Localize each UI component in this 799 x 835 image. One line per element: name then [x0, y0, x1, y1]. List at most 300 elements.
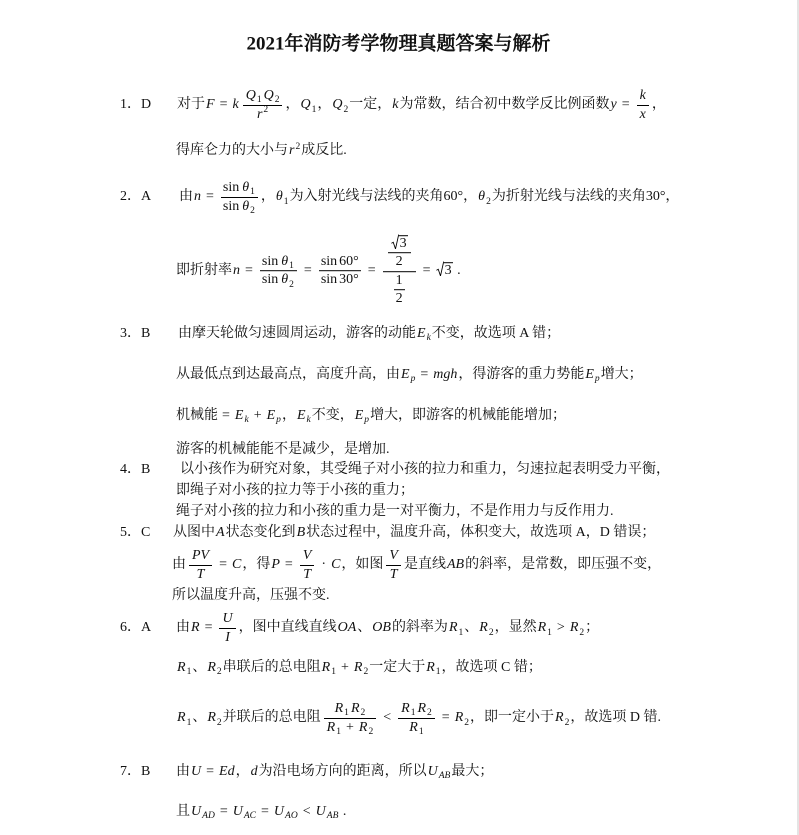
math-function: sin	[320, 254, 338, 269]
text-run: 最大；	[451, 763, 494, 779]
variable-symbol: R	[177, 710, 186, 726]
fraction	[219, 610, 235, 646]
variable-symbol: R	[326, 719, 336, 735]
page-title: 2021年消防考学物理真题答案与解析	[246, 33, 551, 55]
fraction-numerator	[300, 547, 315, 566]
text-run: ，故选项 C 错；	[441, 659, 542, 675]
fraction-numerator	[221, 179, 258, 198]
math-function: sin	[222, 198, 240, 214]
variable-subscript: 1	[186, 717, 192, 728]
math-variable	[334, 701, 349, 719]
text-run: ，显然	[494, 620, 537, 636]
variable-symbol: V	[302, 548, 312, 563]
math-operator: =	[204, 620, 213, 636]
fraction-numerator	[637, 87, 649, 106]
variable-symbol: R	[358, 719, 368, 735]
math-variable	[327, 720, 341, 735]
fraction	[398, 700, 435, 736]
variable-subscript: p	[594, 374, 600, 385]
text-run: 成反比.	[301, 142, 347, 158]
math-variable	[263, 88, 280, 106]
math-variable	[569, 620, 585, 638]
variable-subscript: 2	[579, 627, 585, 638]
math-operator: <	[302, 803, 311, 819]
math-variable	[585, 366, 600, 385]
math-variable	[321, 659, 336, 678]
text-run: 得库仑力的大小与	[176, 142, 288, 158]
text-run: ，即一定小于	[470, 710, 555, 726]
math-variable	[289, 143, 300, 158]
variable-symbol: R	[409, 719, 418, 735]
text-run: ；	[585, 620, 600, 636]
question-number: 5．C	[120, 524, 151, 540]
answer-line	[176, 482, 414, 500]
variable-symbol: Q	[332, 97, 343, 113]
variable-subscript: 2	[427, 708, 432, 719]
text-run: 即绳子对小孩的拉力等于小孩的重力；	[176, 482, 414, 498]
variable-symbol: OA	[337, 620, 357, 636]
text-run: 即折射率	[176, 263, 232, 279]
math-variable	[297, 525, 306, 540]
text-run: 由摩天轮做匀速圆周运动，游客的动能	[178, 325, 416, 341]
variable-symbol: θ	[281, 254, 289, 269]
variable-symbol: U	[315, 803, 326, 819]
variable-symbol: k	[232, 97, 239, 113]
variable-symbol: R	[448, 620, 458, 636]
text-run: .	[453, 263, 461, 279]
variable-symbol: R	[569, 620, 579, 636]
math-variable	[232, 97, 238, 112]
fraction	[243, 87, 283, 123]
variable-subscript: p	[364, 415, 370, 426]
variable-symbol: Q	[245, 88, 256, 103]
math-function: sin	[261, 254, 279, 269]
fraction-denominator	[319, 272, 361, 290]
fraction	[189, 547, 212, 583]
variable-symbol: T	[196, 566, 205, 582]
radical-sign-icon	[391, 234, 399, 249]
text-run: 为常数，结合初中数学反比例函数	[399, 97, 610, 113]
answer-line	[176, 803, 346, 821]
math-variable	[354, 407, 370, 426]
variable-symbol: R	[334, 701, 344, 716]
math-variable	[447, 557, 464, 572]
text-run: 串联后的总电阻	[222, 659, 321, 675]
variable-symbol: r	[289, 142, 295, 158]
variable-symbol: A	[216, 524, 225, 540]
variable-subscript: 2	[250, 205, 255, 216]
text-run: 由	[176, 763, 190, 779]
fraction-denominator	[243, 106, 283, 124]
variable-symbol: V	[389, 548, 398, 563]
math-variable	[433, 367, 457, 382]
fraction-denominator	[394, 290, 405, 308]
variable-symbol: AB	[446, 557, 465, 573]
math-variable	[640, 107, 646, 122]
fraction	[300, 547, 315, 583]
math-variable	[271, 557, 280, 572]
math-operator: =	[261, 803, 269, 819]
variable-subscript: 1	[547, 627, 552, 638]
variable-symbol: R	[177, 659, 186, 675]
fraction-denominator	[383, 272, 416, 308]
text-run: 3	[399, 235, 407, 251]
variable-symbol: C	[232, 557, 242, 573]
text-run: 一定大于	[369, 659, 426, 675]
variable-symbol: U	[273, 803, 285, 819]
variable-symbol: I	[225, 629, 230, 645]
variable-symbol: k	[392, 97, 399, 113]
fraction-denominator	[300, 566, 315, 584]
text-run: 3	[444, 263, 452, 279]
math-variable	[177, 710, 192, 728]
variable-symbol: θ	[275, 189, 283, 205]
answer-line	[172, 587, 330, 605]
variable-subscript: k	[306, 415, 311, 426]
text-run: 所以温度升高，压强不变.	[172, 587, 330, 603]
math-function: sin	[222, 180, 240, 195]
variable-subscript: 2	[274, 95, 280, 106]
text-run: 并联后的总电阻	[222, 710, 321, 726]
fraction	[637, 87, 649, 123]
variable-symbol: x	[639, 106, 646, 122]
fraction-denominator	[221, 198, 258, 216]
variable-subscript: AB	[326, 811, 339, 822]
math-operator: +	[340, 659, 349, 675]
variable-symbol: R	[417, 701, 427, 716]
text-run: ，	[651, 97, 666, 113]
text-run: ，得	[242, 557, 271, 573]
math-variable	[191, 620, 200, 635]
answer-line	[176, 503, 614, 521]
math-operator: ·	[321, 557, 327, 573]
variable-symbol: E	[354, 407, 364, 423]
text-run: ，	[285, 97, 300, 113]
fraction-denominator	[398, 719, 435, 737]
variable-symbol: R	[353, 659, 363, 675]
math-variable	[191, 803, 215, 822]
fraction-numerator	[324, 700, 377, 719]
answer-line	[177, 87, 666, 123]
variable-symbol: Q	[263, 88, 274, 103]
variable-symbol: P	[271, 557, 280, 573]
math-variable	[242, 180, 255, 198]
variable-symbol: U	[427, 763, 438, 779]
variable-symbol: C	[331, 557, 341, 573]
variable-subscript: 2	[289, 279, 294, 290]
variable-symbol: R	[191, 620, 200, 636]
math-variable	[177, 659, 192, 678]
math-variable	[242, 199, 255, 214]
variable-symbol: θ	[281, 272, 289, 288]
text-run: ，图中直线直线	[238, 620, 337, 636]
variable-symbol: U	[191, 803, 202, 819]
math-variable	[454, 710, 470, 728]
math-variable	[296, 407, 311, 426]
text-run: 从最低点到达最高点，高度升高，由	[176, 366, 400, 382]
math-variable	[300, 97, 317, 115]
text-run: 绳子对小孩的拉力和小孩的重力是一对平衡力，不是作用力与反作用力.	[176, 503, 614, 519]
variable-subscript: 2	[216, 667, 222, 678]
variable-subscript: 1	[344, 708, 349, 719]
math-variable	[303, 548, 312, 563]
math-variable	[389, 548, 398, 563]
text-run: 的斜率为	[391, 620, 448, 636]
math-variable	[426, 659, 441, 678]
answer-line	[180, 461, 670, 479]
fraction-denominator	[260, 272, 297, 290]
answer-line	[176, 700, 661, 736]
math-variable	[303, 567, 311, 582]
math-variable	[359, 720, 373, 735]
text-run: 为折射光线与法线的夹角30°，	[491, 189, 680, 205]
fraction-numerator	[388, 234, 411, 253]
math-operator: =	[422, 263, 431, 279]
variable-subscript: 1	[435, 667, 441, 678]
variable-symbol: θ	[242, 198, 250, 214]
answer-line	[172, 547, 661, 583]
math-operator: =	[284, 557, 293, 573]
text-run: 不变，故选项 A 错；	[431, 325, 561, 341]
answer-line	[176, 610, 599, 646]
variable-symbol: r	[256, 106, 263, 122]
math-operator: =	[206, 189, 214, 205]
variable-subscript: 1	[256, 95, 262, 106]
math-variable	[479, 620, 494, 638]
fraction-numerator	[383, 234, 416, 272]
variable-symbol: R	[426, 659, 435, 675]
variable-subscript: 2	[360, 708, 366, 719]
math-operator: <	[383, 710, 392, 726]
variable-symbol: R	[555, 710, 564, 726]
fraction	[394, 272, 405, 308]
variable-symbol: E	[585, 366, 594, 382]
variable-subscript: 1	[410, 708, 416, 719]
variable-symbol: U	[222, 611, 233, 626]
text-run: 一定，	[349, 97, 392, 113]
math-operator: =	[367, 263, 376, 279]
fraction	[386, 547, 401, 583]
math-variable	[401, 366, 416, 385]
variable-symbol: B	[296, 524, 306, 540]
math-variable	[640, 88, 646, 103]
fraction-denominator	[637, 106, 649, 124]
math-variable	[225, 630, 230, 645]
math-variable	[232, 557, 241, 572]
math-operator: =	[420, 366, 429, 382]
text-run: 的斜率，是常数，即压强不变，	[465, 557, 662, 573]
text-run: 对于	[177, 97, 205, 113]
math-variable	[216, 525, 225, 540]
math-variable	[350, 701, 366, 719]
variable-symbol: U	[191, 763, 202, 779]
answer-line	[176, 441, 390, 459]
variable-symbol: Ed	[219, 763, 235, 779]
text-run: 从图中	[173, 524, 215, 540]
variable-symbol: E	[296, 407, 306, 423]
variable-subscript: 1	[418, 726, 424, 737]
question-number: 6．A	[120, 619, 152, 635]
answer-line	[176, 366, 643, 384]
math-variable	[234, 407, 249, 426]
math-variable	[257, 107, 268, 122]
text-run: 2	[395, 254, 403, 270]
square-root	[436, 262, 453, 281]
math-variable	[207, 659, 222, 678]
variable-symbol: R	[207, 710, 216, 726]
math-variable	[372, 620, 391, 635]
text-run: ，如图	[341, 557, 384, 573]
text-run: 、	[357, 620, 372, 636]
variable-subscript: k	[426, 333, 431, 344]
variable-symbol: R	[454, 710, 464, 726]
text-run: 、	[192, 710, 207, 726]
math-variable	[245, 88, 262, 106]
variable-subscript: p	[410, 374, 416, 385]
fraction	[383, 234, 416, 308]
text-run: 60°	[339, 254, 359, 269]
text-run: 2	[395, 291, 403, 307]
math-function: sin	[261, 272, 279, 288]
math-variable	[332, 97, 349, 115]
variable-subscript: 1	[186, 667, 192, 678]
variable-symbol: R	[479, 620, 488, 636]
variable-subscript: 1	[283, 196, 289, 207]
variable-subscript: AD	[202, 811, 215, 822]
text-run: 由	[179, 189, 193, 205]
math-variable	[338, 620, 357, 635]
math-variable	[555, 710, 570, 728]
variable-subscript: 2	[343, 104, 349, 115]
variable-symbol: OB	[372, 620, 391, 636]
math-variable	[353, 659, 369, 678]
variable-symbol: T	[389, 566, 398, 582]
variable-subscript: AO	[285, 811, 298, 822]
variable-subscript: 2	[216, 717, 222, 728]
variable-subscript: k	[244, 415, 249, 426]
question-number: 2．A	[120, 188, 152, 204]
variable-subscript: 2	[486, 196, 491, 207]
variable-symbol: R	[537, 620, 547, 636]
fraction	[324, 700, 377, 736]
text-run: 以小孩作为研究对象，其受绳子对小孩的拉力和重力，匀速拉起表明受力平衡，	[180, 461, 670, 477]
variable-symbol: y	[610, 97, 617, 113]
variable-subscript: 2	[488, 627, 494, 638]
variable-subscript: 1	[458, 627, 464, 638]
fraction-denominator	[386, 566, 401, 584]
math-operator: =	[441, 710, 450, 726]
radicand	[399, 235, 408, 251]
variable-subscript: 1	[250, 187, 255, 198]
text-run: ，	[260, 189, 275, 205]
question-number: 1．D	[120, 96, 152, 112]
math-operator: =	[303, 263, 312, 279]
math-variable	[206, 97, 215, 112]
math-variable	[192, 548, 209, 563]
text-run: 增大，即游客的机械能能增加；	[370, 407, 567, 423]
variable-subscript: p	[276, 415, 281, 426]
variable-symbol: n	[194, 189, 201, 205]
fraction-denominator	[324, 719, 377, 737]
variable-subscript: 1	[331, 667, 336, 678]
answer-line	[178, 325, 560, 343]
math-variable	[331, 557, 340, 572]
variable-symbol: U	[232, 803, 243, 819]
question-number: 3．B	[120, 325, 151, 341]
variable-symbol: PV	[192, 548, 210, 563]
variable-symbol: n	[233, 263, 240, 279]
math-variable	[417, 701, 432, 719]
variable-symbol: R	[321, 659, 331, 675]
answer-line	[176, 763, 493, 781]
variable-symbol: R	[401, 701, 410, 716]
math-variable	[610, 97, 616, 112]
radicand	[444, 262, 453, 278]
math-variable	[219, 764, 235, 779]
text-run: 1	[395, 272, 403, 288]
math-variable	[191, 764, 201, 779]
question-number: 4．B	[120, 461, 151, 477]
math-variable	[222, 611, 232, 626]
variable-subscript: 2	[368, 726, 374, 737]
math-variable	[233, 263, 240, 278]
math-variable	[275, 189, 289, 207]
variable-symbol: Q	[300, 97, 311, 113]
text-run: 为入射光线与法线的夹角60°，	[289, 189, 478, 205]
math-operator: =	[222, 407, 230, 423]
math-operator: =	[206, 763, 215, 779]
math-variable	[251, 764, 258, 779]
text-run: 状态变化到	[225, 524, 296, 540]
square-root	[391, 234, 408, 252]
variable-symbol: R	[350, 701, 360, 716]
fraction	[319, 253, 361, 289]
math-variable	[315, 803, 339, 822]
answer-line	[176, 234, 461, 308]
variable-symbol: T	[303, 566, 311, 582]
math-operator: =	[219, 557, 228, 573]
fraction	[388, 234, 411, 271]
fraction-numerator	[398, 700, 435, 719]
variable-symbol: d	[250, 763, 258, 779]
variable-subscript: AB	[438, 771, 451, 782]
fraction-denominator	[219, 629, 235, 647]
math-variable	[232, 803, 257, 822]
math-variable	[537, 620, 552, 638]
fraction-denominator	[189, 566, 212, 584]
math-variable	[281, 254, 294, 272]
math-operator: +	[345, 719, 354, 735]
text-run: 机械能	[176, 407, 218, 423]
text-run: 是直线	[403, 557, 446, 573]
variable-symbol: E	[234, 407, 244, 423]
variable-subscript: 2	[363, 667, 369, 678]
fraction-numerator	[319, 253, 361, 272]
math-operator: =	[219, 97, 228, 113]
variable-symbol: mgh	[433, 366, 458, 382]
text-run: 30°	[339, 272, 359, 288]
variable-symbol: F	[206, 97, 215, 113]
text-run: 且	[176, 803, 190, 819]
math-variable	[194, 189, 201, 204]
fraction-numerator	[189, 547, 212, 566]
text-run: ，	[281, 407, 296, 423]
variable-subscript: 1	[311, 104, 317, 115]
variable-symbol: E	[417, 325, 426, 341]
text-run: 由	[172, 557, 186, 573]
answer-line	[176, 659, 542, 677]
math-variable	[478, 189, 491, 207]
